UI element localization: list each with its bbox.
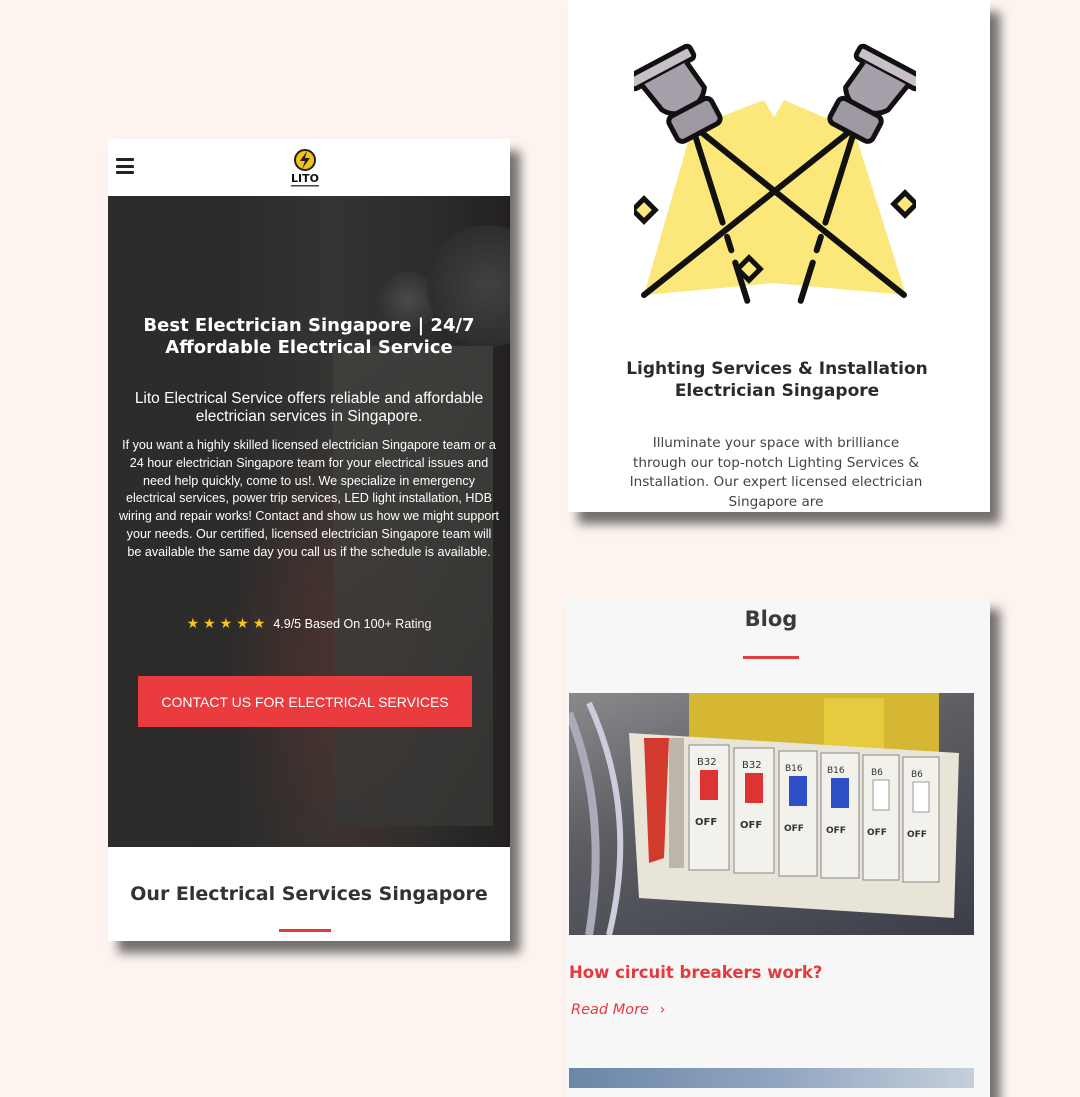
rating-text: 4.9/5 Based On 100+ Rating (273, 617, 432, 631)
service-title: Lighting Services & Installation Electrician Singapore (626, 359, 928, 401)
breaker-state-label: OFF (695, 817, 718, 828)
site-header (108, 139, 510, 196)
blog-post-title-link[interactable]: How circuit breakers work? (569, 963, 823, 982)
heading-underline (279, 929, 331, 932)
hero-lead: Lito Electrical Service offers reliable and affordable electrician services in Singapore. (134, 390, 484, 425)
mobile-homepage-screenshot (108, 139, 510, 941)
blog-section-card (566, 597, 990, 1097)
lito-logo[interactable] (282, 146, 328, 190)
logo-text: LITO (291, 172, 319, 185)
read-more-label: Read More (571, 1002, 649, 1018)
breaker-state-label: OFF (740, 820, 763, 831)
next-post-image[interactable] (569, 1068, 974, 1088)
breaker-rating-label: B32 (697, 757, 717, 768)
blog-heading-underline (743, 656, 799, 659)
breaker-state-label: OFF (826, 826, 846, 836)
breaker-rating-label: B16 (827, 766, 845, 776)
contact-cta-button[interactable]: CONTACT US FOR ELECTRICAL SERVICES (138, 676, 472, 727)
blog-heading: Blog (744, 607, 798, 631)
hero-title: Best Electrician Singapore | 24/7 Affordable Electrical Service (143, 315, 475, 358)
hamburger-icon[interactable] (116, 158, 134, 174)
breaker-illustration (569, 693, 974, 935)
services-heading: Our Electrical Services Singapore (130, 883, 488, 905)
hero-section (108, 196, 510, 847)
service-description: Illuminate your space with brilliance through our top-notch Lighting Services & Installation. Our expert licensed electrician Singapore are (629, 435, 923, 510)
breaker-state-label: OFF (867, 828, 887, 838)
rating (108, 615, 510, 632)
breaker-state-label: OFF (907, 830, 927, 840)
breaker-rating-label: B32 (742, 760, 762, 771)
breaker-rating-label: B6 (911, 770, 923, 780)
read-more-link[interactable] (571, 1002, 665, 1018)
breaker-state-label: OFF (784, 824, 804, 834)
star-rating-icon: ★★★★★ (186, 615, 270, 631)
breaker-rating-label: B6 (871, 768, 883, 778)
chevron-right-icon: › (659, 1002, 666, 1018)
spotlight-icon (634, 40, 916, 330)
circuit-breaker-image[interactable] (569, 693, 974, 935)
lighting-service-card (568, 0, 990, 512)
hero-body: If you want a highly skilled licensed electrician Singapore team or a 24 hour electrician Singapore team for your electrical issues and need help quickly, come to us!. We specialize in emergency electrical services, power trip services, LED light installation, HDB wiring and repair works! Contact and show us how we might support your needs. Our certified, licensed electrician Singapore team will be available the same day you call us if the schedule is available. (118, 438, 500, 559)
breaker-rating-label: B16 (785, 764, 803, 774)
